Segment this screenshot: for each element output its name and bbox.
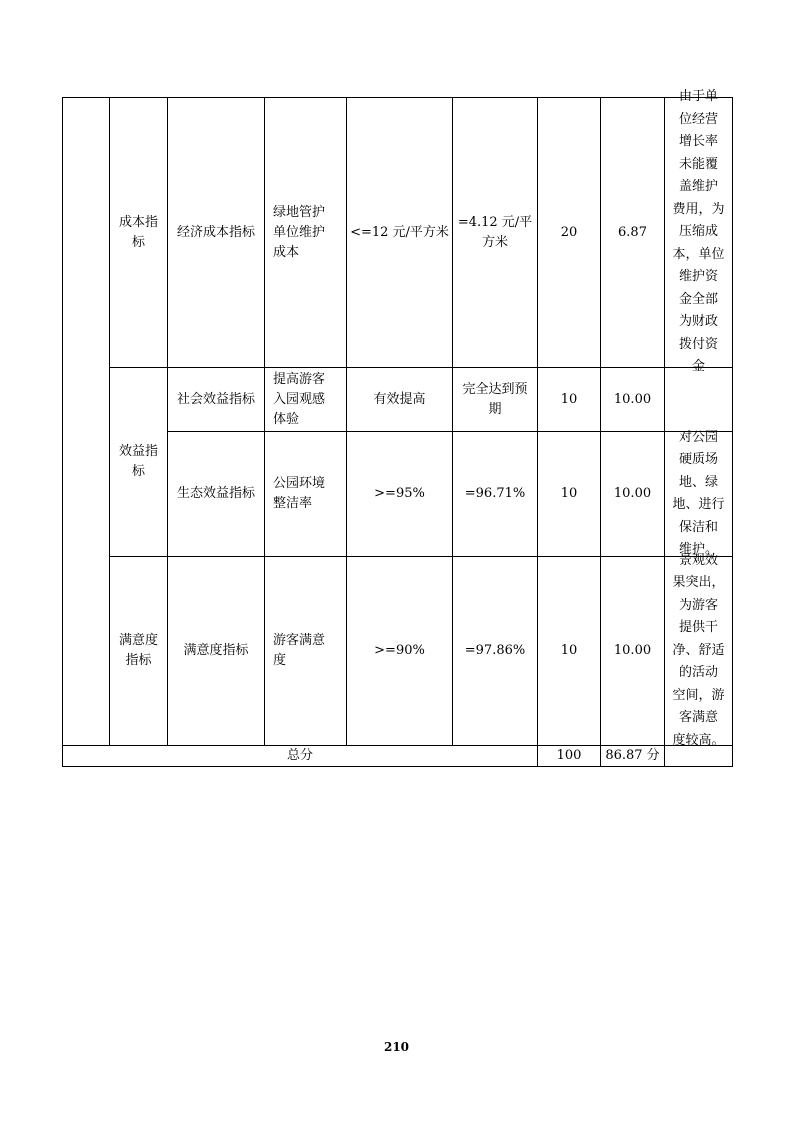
cell-text: =96.71% <box>464 486 526 501</box>
secondary-indicator-cell <box>110 98 167 367</box>
cell-text: 果突出， <box>672 575 725 591</box>
actual-value-cell <box>453 432 537 556</box>
cell-text: 对公园 <box>678 429 718 445</box>
cell-text: 维护。 <box>678 542 718 557</box>
page-number: 210 <box>383 1040 410 1054</box>
cell-text: 未能覆 <box>678 156 718 172</box>
cell-text: 提高游客 <box>273 371 326 387</box>
deviation-note-cell <box>665 89 732 375</box>
tertiary-indicator-cell <box>168 98 264 367</box>
cell-text: 净、舒适 <box>672 642 725 658</box>
cell-text: 10 <box>560 486 578 501</box>
cell-text: 入园观感 <box>273 391 326 407</box>
cell-text: 金 <box>691 359 705 375</box>
cell-text: 提供干 <box>678 620 718 636</box>
grid-line <box>62 766 733 767</box>
cell-text: 有效提高 <box>373 391 426 407</box>
actual-value-cell <box>453 368 537 431</box>
cell-text: 客满意 <box>678 710 718 726</box>
cell-text: 完全达到预 <box>462 381 528 397</box>
actual-value-cell <box>453 557 537 745</box>
tertiary-indicator-cell <box>168 432 264 556</box>
total-score-cell <box>601 746 664 766</box>
cell-text: >=90% <box>374 643 425 658</box>
secondary-indicator-cell <box>110 557 167 745</box>
score-cell <box>601 432 664 556</box>
cell-text: =4.12 元/平 <box>457 214 533 230</box>
cell-text: 单位维护 <box>273 224 326 240</box>
cell-text: 压缩成 <box>678 224 718 240</box>
cell-text: 保洁和 <box>678 519 718 535</box>
indicator-content-cell <box>273 557 346 745</box>
cell-text: 10.00 <box>613 391 652 407</box>
cell-text: 本，单位 <box>672 246 725 262</box>
cell-text: 生态效益指标 <box>176 486 255 501</box>
cell-text: 为财政 <box>678 314 718 330</box>
cell-text: 游客满意 <box>273 633 326 648</box>
grid-line <box>62 97 63 766</box>
weight-cell <box>538 98 600 367</box>
score-cell <box>601 98 664 367</box>
deviation-note-cell <box>665 429 732 557</box>
cell-text: 成本 <box>273 244 300 260</box>
grid-line <box>264 97 265 745</box>
cell-text: 标 <box>131 464 145 479</box>
cell-text: 整洁率 <box>273 496 313 511</box>
score-cell <box>601 557 664 745</box>
cell-text: 100 <box>556 748 582 763</box>
cell-text: =97.86% <box>464 643 526 658</box>
cell-text: 空间，游 <box>672 687 725 703</box>
cell-text: 6.87 <box>618 224 647 240</box>
total-label-cell <box>63 746 537 766</box>
cell-text: 金全部 <box>678 291 718 307</box>
target-value-cell <box>347 98 452 367</box>
cell-text: 满意度 <box>118 633 158 648</box>
cell-text: 费用，为 <box>672 201 725 217</box>
cell-text: 拨付资 <box>678 336 718 352</box>
cell-text: 为游客 <box>678 597 718 613</box>
cell-text: 总分 <box>286 748 313 763</box>
cell-text: 盖维护 <box>678 179 718 195</box>
cell-text: 86.87 分 <box>605 748 660 763</box>
tertiary-indicator-cell <box>168 557 264 745</box>
cell-text: 方米 <box>481 234 508 250</box>
weight-cell <box>538 368 600 431</box>
secondary-indicator-cell <box>110 368 167 556</box>
cell-text: 标 <box>131 234 145 250</box>
cell-text: 效益指 <box>118 444 158 459</box>
cell-text: 指标 <box>125 653 152 668</box>
cell-text: 10 <box>560 391 578 407</box>
cell-text: 由于单 <box>678 89 718 105</box>
target-value-cell <box>347 368 452 431</box>
cell-text: 10 <box>560 643 578 658</box>
cell-text: 位经营 <box>678 111 718 127</box>
cell-text: >=95% <box>374 486 425 501</box>
cell-text: 增长率 <box>678 134 718 150</box>
cell-text: 10.00 <box>613 486 652 501</box>
target-value-cell <box>347 557 452 745</box>
cell-text: 满意度指标 <box>183 643 249 658</box>
weight-cell <box>538 432 600 556</box>
cell-text: 景观效 <box>678 552 718 568</box>
cell-text: 地、进行 <box>672 497 725 512</box>
cell-text: 社会效益指标 <box>176 391 255 407</box>
cell-text: 公园环境 <box>273 476 326 491</box>
actual-value-cell <box>453 98 537 367</box>
indicator-content-cell <box>273 368 346 431</box>
tertiary-indicator-cell <box>168 368 264 431</box>
deviation-note-cell <box>665 552 732 748</box>
cell-text: 10.00 <box>613 643 652 658</box>
score-cell <box>601 368 664 431</box>
indicator-content-cell <box>273 98 346 367</box>
total-weight-cell <box>538 746 600 766</box>
cell-text: 度较高。 <box>672 732 725 748</box>
cell-text: 经济成本指标 <box>176 224 255 240</box>
cell-text: 地、绿 <box>678 474 718 490</box>
cell-text: 硬质场 <box>678 452 718 467</box>
cell-text: <=12 元/平方米 <box>350 224 449 240</box>
indicator-content-cell <box>273 432 346 556</box>
cell-text: 期 <box>488 401 502 417</box>
cell-text: 的活动 <box>678 665 718 681</box>
cell-text: 绿地管护 <box>273 204 326 220</box>
cell-text: 20 <box>560 224 578 240</box>
cell-text: 度 <box>273 653 287 668</box>
cell-text: 体验 <box>273 411 300 427</box>
target-value-cell <box>347 432 452 556</box>
cell-text: 成本指 <box>118 214 158 230</box>
cell-text: 维护资 <box>678 269 718 285</box>
weight-cell <box>538 557 600 745</box>
